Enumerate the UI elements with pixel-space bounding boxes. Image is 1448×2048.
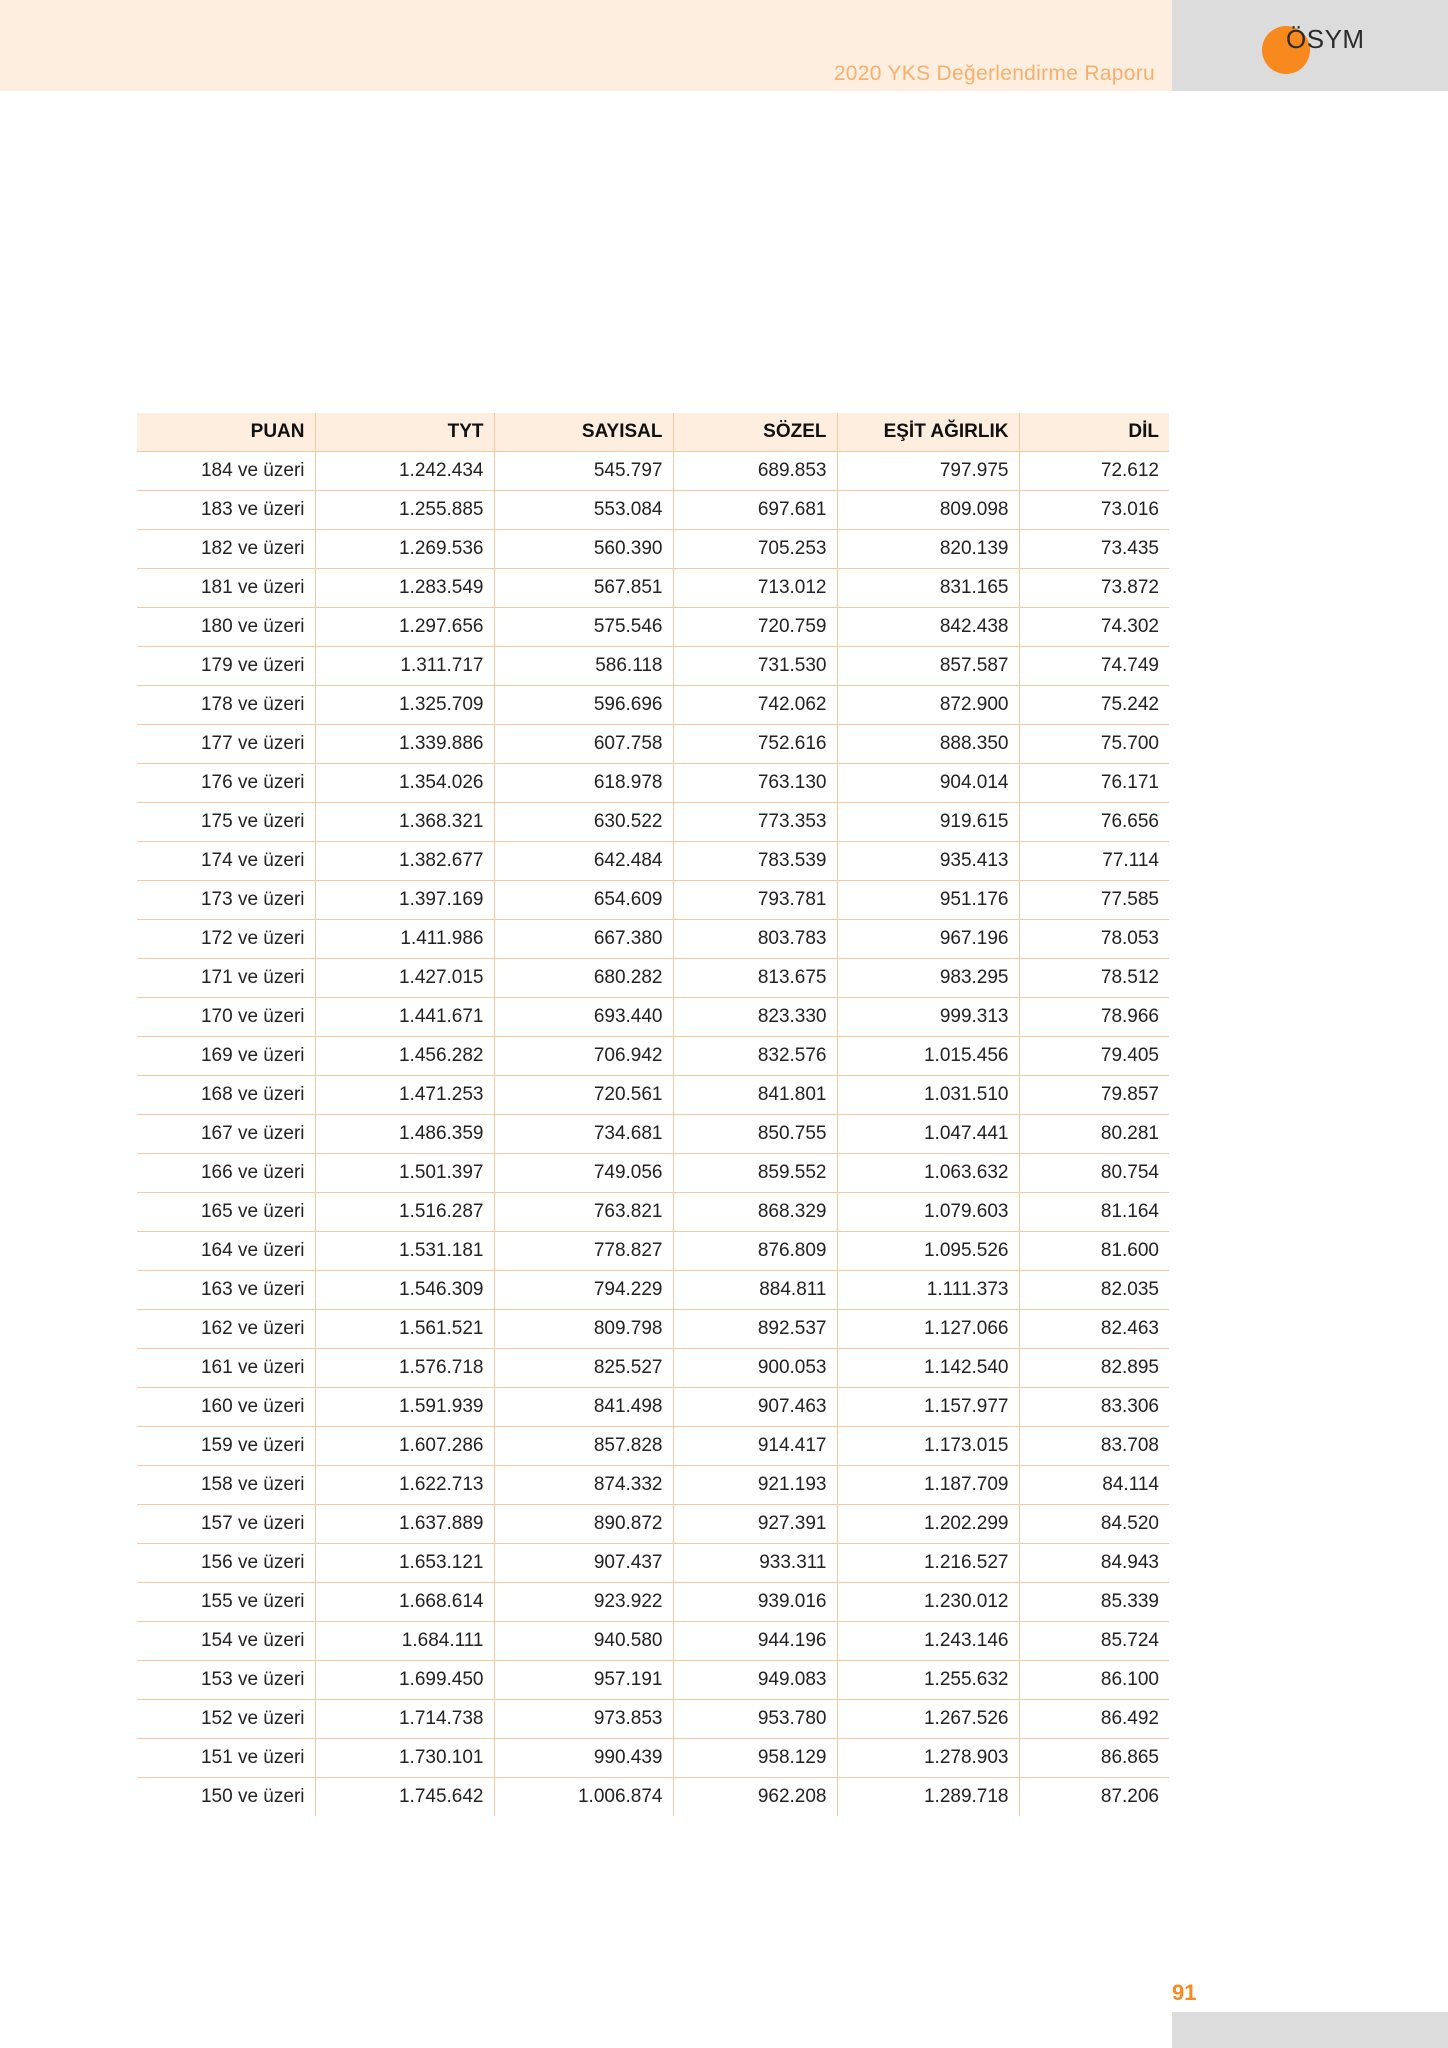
- table-row: [137, 1583, 1169, 1622]
- table-cell: 1.653.121: [315, 1544, 494, 1583]
- table-cell: 1.516.287: [315, 1193, 494, 1232]
- table-row: [137, 1427, 1169, 1466]
- table-cell: 168 ve üzeri: [137, 1076, 315, 1115]
- table-row: [137, 1388, 1169, 1427]
- table-cell: 81.600: [1019, 1232, 1169, 1271]
- table-cell: 159 ve üzeri: [137, 1427, 315, 1466]
- table-row: [137, 1700, 1169, 1739]
- table-cell: 1.607.286: [315, 1427, 494, 1466]
- table-cell: 78.966: [1019, 998, 1169, 1037]
- table-cell: 1.216.527: [837, 1544, 1019, 1583]
- table-cell: 1.714.738: [315, 1700, 494, 1739]
- table-cell: 1.622.713: [315, 1466, 494, 1505]
- table-row: [137, 920, 1169, 959]
- table-cell: 1.501.397: [315, 1154, 494, 1193]
- table-cell: 586.118: [494, 647, 673, 686]
- table-cell: 1.230.012: [837, 1583, 1019, 1622]
- table-cell: 85.339: [1019, 1583, 1169, 1622]
- table-cell: 162 ve üzeri: [137, 1310, 315, 1349]
- table-cell: 857.828: [494, 1427, 673, 1466]
- table-cell: 1.427.015: [315, 959, 494, 998]
- table-cell: 973.853: [494, 1700, 673, 1739]
- table-cell: 654.609: [494, 881, 673, 920]
- table-cell: 1.456.282: [315, 1037, 494, 1076]
- table-cell: 904.014: [837, 764, 1019, 803]
- table-cell: 545.797: [494, 452, 673, 491]
- table-cell: 151 ve üzeri: [137, 1739, 315, 1778]
- table-cell: 940.580: [494, 1622, 673, 1661]
- table-cell: 1.486.359: [315, 1115, 494, 1154]
- table-cell: 161 ve üzeri: [137, 1349, 315, 1388]
- table-cell: 773.353: [673, 803, 837, 842]
- table-cell: 1.079.603: [837, 1193, 1019, 1232]
- table-cell: 825.527: [494, 1349, 673, 1388]
- table-cell: 84.114: [1019, 1466, 1169, 1505]
- table-cell: 874.332: [494, 1466, 673, 1505]
- table-cell: 713.012: [673, 569, 837, 608]
- table-cell: 794.229: [494, 1271, 673, 1310]
- table-row: [137, 842, 1169, 881]
- table-cell: 164 ve üzeri: [137, 1232, 315, 1271]
- table-row: [137, 1271, 1169, 1310]
- table-cell: 79.857: [1019, 1076, 1169, 1115]
- column-header: DİL: [1019, 413, 1169, 452]
- table-cell: 86.100: [1019, 1661, 1169, 1700]
- table-cell: 1.015.456: [837, 1037, 1019, 1076]
- table-cell: 183 ve üzeri: [137, 491, 315, 530]
- table-cell: 171 ve üzeri: [137, 959, 315, 998]
- table-row: [137, 608, 1169, 647]
- table-cell: 888.350: [837, 725, 1019, 764]
- table-cell: 74.302: [1019, 608, 1169, 647]
- table-cell: 742.062: [673, 686, 837, 725]
- table-cell: 80.281: [1019, 1115, 1169, 1154]
- table-cell: 150 ve üzeri: [137, 1778, 315, 1817]
- table-row: [137, 491, 1169, 530]
- table-cell: 181 ve üzeri: [137, 569, 315, 608]
- table-row: [137, 1232, 1169, 1271]
- table-cell: 76.171: [1019, 764, 1169, 803]
- page-number: 91: [1172, 1980, 1197, 2005]
- table-cell: 86.865: [1019, 1739, 1169, 1778]
- table-cell: 82.463: [1019, 1310, 1169, 1349]
- table-cell: 689.853: [673, 452, 837, 491]
- table-cell: 933.311: [673, 1544, 837, 1583]
- footer-band: [1172, 2012, 1448, 2048]
- table-cell: 178 ve üzeri: [137, 686, 315, 725]
- table-cell: 914.417: [673, 1427, 837, 1466]
- table-cell: 1.031.510: [837, 1076, 1019, 1115]
- table-cell: 75.242: [1019, 686, 1169, 725]
- table-row: [137, 998, 1169, 1037]
- table-cell: 859.552: [673, 1154, 837, 1193]
- column-header: SÖZEL: [673, 413, 837, 452]
- table-cell: 1.471.253: [315, 1076, 494, 1115]
- table-row: [137, 725, 1169, 764]
- table-cell: 857.587: [837, 647, 1019, 686]
- table-cell: 1.127.066: [837, 1310, 1019, 1349]
- table-cell: 1.311.717: [315, 647, 494, 686]
- table-cell: 1.283.549: [315, 569, 494, 608]
- table-cell: 177 ve üzeri: [137, 725, 315, 764]
- table-cell: 154 ve üzeri: [137, 1622, 315, 1661]
- table-cell: 731.530: [673, 647, 837, 686]
- table-cell: 823.330: [673, 998, 837, 1037]
- table-cell: 1.382.677: [315, 842, 494, 881]
- table-cell: 169 ve üzeri: [137, 1037, 315, 1076]
- table-cell: 763.821: [494, 1193, 673, 1232]
- report-title: 2020 YKS Değerlendirme Raporu: [833, 62, 1155, 85]
- table-cell: 868.329: [673, 1193, 837, 1232]
- table-cell: 831.165: [837, 569, 1019, 608]
- table-cell: 85.724: [1019, 1622, 1169, 1661]
- table-cell: 1.142.540: [837, 1349, 1019, 1388]
- column-header: PUAN: [137, 413, 315, 452]
- table-cell: 900.053: [673, 1349, 837, 1388]
- table-cell: 175 ve üzeri: [137, 803, 315, 842]
- table-cell: 842.438: [837, 608, 1019, 647]
- table-cell: 999.313: [837, 998, 1019, 1037]
- table-cell: 157 ve üzeri: [137, 1505, 315, 1544]
- table-cell: 958.129: [673, 1739, 837, 1778]
- column-header: SAYISAL: [494, 413, 673, 452]
- table-cell: 176 ve üzeri: [137, 764, 315, 803]
- table-cell: 82.895: [1019, 1349, 1169, 1388]
- table-cell: 618.978: [494, 764, 673, 803]
- table-cell: 1.368.321: [315, 803, 494, 842]
- table-row: [137, 1037, 1169, 1076]
- table-cell: 86.492: [1019, 1700, 1169, 1739]
- table-cell: 77.114: [1019, 842, 1169, 881]
- table-cell: 667.380: [494, 920, 673, 959]
- table-cell: 793.781: [673, 881, 837, 920]
- column-header: EŞİT AĞIRLIK: [837, 413, 1019, 452]
- table-cell: 73.016: [1019, 491, 1169, 530]
- table-cell: 1.289.718: [837, 1778, 1019, 1817]
- table-cell: 77.585: [1019, 881, 1169, 920]
- table-cell: 82.035: [1019, 1271, 1169, 1310]
- table-cell: 693.440: [494, 998, 673, 1037]
- table-cell: 892.537: [673, 1310, 837, 1349]
- table-cell: 1.006.874: [494, 1778, 673, 1817]
- table-cell: 167 ve üzeri: [137, 1115, 315, 1154]
- table-cell: 1.278.903: [837, 1739, 1019, 1778]
- table-cell: 1.267.526: [837, 1700, 1019, 1739]
- table-cell: 1.095.526: [837, 1232, 1019, 1271]
- table-cell: 567.851: [494, 569, 673, 608]
- table-cell: 990.439: [494, 1739, 673, 1778]
- table-cell: 83.306: [1019, 1388, 1169, 1427]
- table-cell: 78.512: [1019, 959, 1169, 998]
- table-cell: 170 ve üzeri: [137, 998, 315, 1037]
- table-cell: 607.758: [494, 725, 673, 764]
- table-row: [137, 1310, 1169, 1349]
- table-cell: 182 ve üzeri: [137, 530, 315, 569]
- table-cell: 79.405: [1019, 1037, 1169, 1076]
- table-row: [137, 1622, 1169, 1661]
- table-cell: 1.745.642: [315, 1778, 494, 1817]
- table-cell: 553.084: [494, 491, 673, 530]
- table-cell: 706.942: [494, 1037, 673, 1076]
- table-cell: 1.255.632: [837, 1661, 1019, 1700]
- table-cell: 752.616: [673, 725, 837, 764]
- logo-box: [1172, 0, 1448, 91]
- table-cell: 1.157.977: [837, 1388, 1019, 1427]
- score-table: [137, 413, 1169, 1816]
- table-row: [137, 647, 1169, 686]
- table-cell: 809.798: [494, 1310, 673, 1349]
- table-cell: 890.872: [494, 1505, 673, 1544]
- table-cell: 803.783: [673, 920, 837, 959]
- table-cell: 850.755: [673, 1115, 837, 1154]
- table-cell: 953.780: [673, 1700, 837, 1739]
- table-cell: 81.164: [1019, 1193, 1169, 1232]
- table-cell: 158 ve üzeri: [137, 1466, 315, 1505]
- table-row: [137, 1115, 1169, 1154]
- table-cell: 778.827: [494, 1232, 673, 1271]
- table-cell: 1.339.886: [315, 725, 494, 764]
- table-row: [137, 1349, 1169, 1388]
- table-cell: 1.047.441: [837, 1115, 1019, 1154]
- table-cell: 841.801: [673, 1076, 837, 1115]
- table-cell: 1.397.169: [315, 881, 494, 920]
- table-cell: 165 ve üzeri: [137, 1193, 315, 1232]
- table-cell: 1.531.181: [315, 1232, 494, 1271]
- table-cell: 797.975: [837, 452, 1019, 491]
- table-cell: 907.437: [494, 1544, 673, 1583]
- table-cell: 1.255.885: [315, 491, 494, 530]
- table-cell: 939.016: [673, 1583, 837, 1622]
- table-row: [137, 686, 1169, 725]
- table-cell: 820.139: [837, 530, 1019, 569]
- table-cell: 174 ve üzeri: [137, 842, 315, 881]
- table-header-row: [137, 413, 1169, 452]
- table-cell: 680.282: [494, 959, 673, 998]
- table-cell: 1.546.309: [315, 1271, 494, 1310]
- table-cell: 1.354.026: [315, 764, 494, 803]
- table-row: [137, 1661, 1169, 1700]
- table-cell: 172 ve üzeri: [137, 920, 315, 959]
- table-cell: 80.754: [1019, 1154, 1169, 1193]
- table-cell: 1.202.299: [837, 1505, 1019, 1544]
- table-cell: 73.872: [1019, 569, 1169, 608]
- table-cell: 560.390: [494, 530, 673, 569]
- table-cell: 1.325.709: [315, 686, 494, 725]
- column-header: TYT: [315, 413, 494, 452]
- table-cell: 74.749: [1019, 647, 1169, 686]
- table-row: [137, 803, 1169, 842]
- table-cell: 173 ve üzeri: [137, 881, 315, 920]
- table-row: [137, 959, 1169, 998]
- table-cell: 83.708: [1019, 1427, 1169, 1466]
- table-cell: 1.668.614: [315, 1583, 494, 1622]
- table-cell: 73.435: [1019, 530, 1169, 569]
- table-cell: 951.176: [837, 881, 1019, 920]
- table-row: [137, 1466, 1169, 1505]
- table-cell: 630.522: [494, 803, 673, 842]
- table-cell: 832.576: [673, 1037, 837, 1076]
- table-cell: 160 ve üzeri: [137, 1388, 315, 1427]
- table-cell: 763.130: [673, 764, 837, 803]
- table-cell: 697.681: [673, 491, 837, 530]
- table-row: [137, 1778, 1169, 1817]
- table-cell: 155 ve üzeri: [137, 1583, 315, 1622]
- table-cell: 705.253: [673, 530, 837, 569]
- table-cell: 935.413: [837, 842, 1019, 881]
- logo-text: ÖSYM: [1286, 24, 1365, 54]
- table-cell: 872.900: [837, 686, 1019, 725]
- table-cell: 720.561: [494, 1076, 673, 1115]
- table-row: [137, 1739, 1169, 1778]
- table-cell: 907.463: [673, 1388, 837, 1427]
- table-row: [137, 764, 1169, 803]
- table-cell: 87.206: [1100, 1786, 1159, 1807]
- table-cell: 180 ve üzeri: [137, 608, 315, 647]
- table-cell: 1.699.450: [315, 1661, 494, 1700]
- table-cell: 1.243.146: [837, 1622, 1019, 1661]
- table-row: [137, 1544, 1169, 1583]
- table-cell: 1.637.889: [315, 1505, 494, 1544]
- table-row: [137, 1154, 1169, 1193]
- table-cell: 1.411.986: [315, 920, 494, 959]
- table-row: [137, 881, 1169, 920]
- table-cell: 1.063.632: [837, 1154, 1019, 1193]
- table-cell: 967.196: [837, 920, 1019, 959]
- table-cell: 575.546: [494, 608, 673, 647]
- table-cell: 78.053: [1019, 920, 1169, 959]
- table-cell: 927.391: [673, 1505, 837, 1544]
- table-row: [137, 569, 1169, 608]
- table-row: [137, 1505, 1169, 1544]
- table-cell: 983.295: [837, 959, 1019, 998]
- table-cell: 156 ve üzeri: [137, 1544, 315, 1583]
- table-cell: 944.196: [673, 1622, 837, 1661]
- table-cell: 1.111.373: [837, 1271, 1019, 1310]
- table-cell: 923.922: [494, 1583, 673, 1622]
- table-body: [137, 452, 1169, 1817]
- table-cell: 166 ve üzeri: [137, 1154, 315, 1193]
- table-cell: 957.191: [494, 1661, 673, 1700]
- table-cell: 962.208: [673, 1778, 837, 1817]
- table-cell: 1.297.656: [315, 608, 494, 647]
- table-cell: 163 ve üzeri: [137, 1271, 315, 1310]
- table-cell: 949.083: [673, 1661, 837, 1700]
- table-cell: 1.684.111: [315, 1622, 494, 1661]
- table-cell: 921.193: [673, 1466, 837, 1505]
- table-cell: 596.696: [494, 686, 673, 725]
- table-cell: 72.612: [1019, 452, 1169, 491]
- table-cell: 76.656: [1019, 803, 1169, 842]
- table-cell: 84.943: [1019, 1544, 1169, 1583]
- table-cell: 179 ve üzeri: [137, 647, 315, 686]
- table-cell: 919.615: [837, 803, 1019, 842]
- table-cell: 184 ve üzeri: [137, 452, 315, 491]
- table-cell: 783.539: [673, 842, 837, 881]
- table-cell: 809.098: [837, 491, 1019, 530]
- table-cell: 75.700: [1019, 725, 1169, 764]
- table-cell: 84.520: [1019, 1505, 1169, 1544]
- table-cell: 1.242.434: [315, 452, 494, 491]
- table-row: [137, 1193, 1169, 1232]
- table-cell: 813.675: [673, 959, 837, 998]
- table-cell: 152 ve üzeri: [137, 1700, 315, 1739]
- table-cell: 1.441.671: [315, 998, 494, 1037]
- table-row: [137, 452, 1169, 491]
- table-row: [137, 1076, 1169, 1115]
- table-cell: 720.759: [673, 608, 837, 647]
- table-cell: 1.561.521: [315, 1310, 494, 1349]
- table-cell: 749.056: [494, 1154, 673, 1193]
- table-cell: 876.809: [673, 1232, 837, 1271]
- table-cell: 642.484: [494, 842, 673, 881]
- table-cell: 1.173.015: [837, 1427, 1019, 1466]
- table-cell: 1.576.718: [315, 1349, 494, 1388]
- table-row: [137, 530, 1169, 569]
- table-cell: 153 ve üzeri: [137, 1661, 315, 1700]
- table-cell: 1.730.101: [315, 1739, 494, 1778]
- table-cell: 1.187.709: [837, 1466, 1019, 1505]
- table-cell: 841.498: [494, 1388, 673, 1427]
- table-cell: 1.269.536: [315, 530, 494, 569]
- table-cell: 884.811: [673, 1271, 837, 1310]
- table-cell: 734.681: [494, 1115, 673, 1154]
- table-cell: 1.591.939: [315, 1388, 494, 1427]
